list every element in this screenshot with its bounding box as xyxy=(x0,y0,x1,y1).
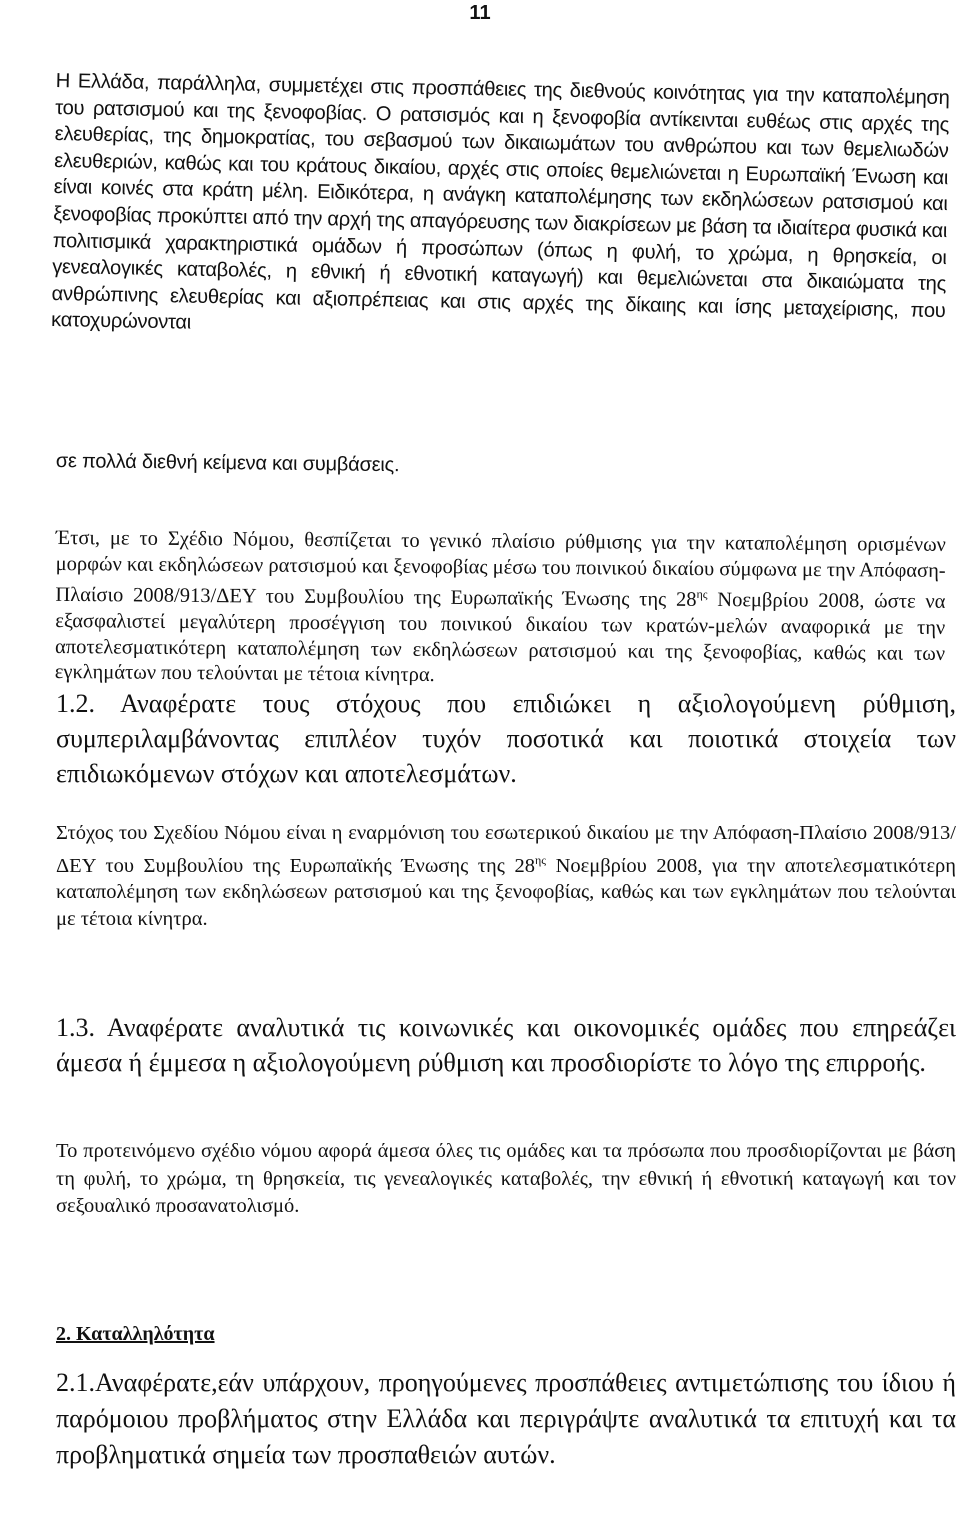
answer-1-2-text-end: Νοεμβρίου 2008, για την αποτελεσματικότερη καταπολέμηση των εκδηλώσεων ρατσισμού και της ξενοφοβίας, καθώς και των εγκλημάτων που τελούνται με τέτοια κίνητρα. xyxy=(56,854,957,930)
answer-1-3: Το προτεινόμενο σχέδιο νόμου αφορά άμεσα όλες τις ομάδες και τα πρόσωπα που προσδιορίζονται με βάση τη φυλή, το χρώμα, τη θρησκεία, τις γενεαλογικές καταβολές, την εθνική ή εθνοτική καταγωγή και τον σεξουαλικό προσανατολισμό. xyxy=(56,1140,956,1218)
ordinal-suffix: ης xyxy=(696,587,708,602)
page-number: 11 xyxy=(469,2,491,24)
question-1-2: 1.2. Αναφέρατε τους στόχους που επιδιώκει η αξιολογούμενη ρύθμιση, συμπεριλαμβάνοντας επιπλέον τυχόν ποσοτικά και ποιοτικά στοιχεία των επιδιωκόμενων στόχων και αποτελεσμάτων. xyxy=(56,689,956,788)
answer-1-2 xyxy=(56,820,956,932)
paragraph-draft-law xyxy=(55,526,946,693)
paragraph-context-end: σε πολλά διεθνή κείμενα και συμβάσεις. xyxy=(55,449,400,477)
paragraph-draft-law-text-end: Νοεμβρίου 2008, ώστε να εξασφαλιστεί μεγαλύτερη προσέγγιση του ποινικού δικαίου των κρατών-μελών αναφορικά με την αποτελεσματικότερη καταπολέμηση των εκδηλώσεων ρατσισμού και της ξενοφοβίας, καθώς και των εγκλημάτων που τελούνται με τέτοια κίνητρα. xyxy=(54,589,946,687)
paragraph-context: Η Ελλάδα, παράλληλα, συμμετέχει στις προσπάθειες της διεθνούς κοινότητας για την καταπολέμηση του ρατσισμού και της ξενοφοβίας. Ο ρατσισμός και η ξενοφοβία αντίκεινται ευθέως στις αρχές της ελευθερίας, της δημοκρατίας, του σεβασμού των δικαιωμάτων του ανθρώπου και των θεμελιωδών ελευθεριών, καθώς και του κράτους δικαίου, αρχές στις οποίες θεμελιώνεται η Ευρωπαϊκή Ένωση και είναι κοινές στα κράτη μέλη. Ειδικότερα, η ανάγκη καταπολέμησης των εκδηλώσεων ρατσισμού και ξενοφοβίας προκύπτει από την αρχή της απαγόρευσης των διακρίσεων με βάση τα ιδιαίτερα φυσικά και πολιτισμικά χαρακτηριστικά ομάδων ή προσώπων (όπως η φυλή, το χρώμα, η θρησκεία, οι γενεαλογικές καταβολές, η εθνική ή εθνοτική καταγωγή) και θεμελιώνεται στα δικαιώματα της ανθρώπινης ελευθερίας και αξιοπρέπειας και στις αρχές της δίκαιης και ίσης μεταχείρισης, που κατοχυρώνονται xyxy=(50,69,950,334)
question-2-1: 2.1.Αναφέρατε,εάν υπάρχουν, προηγούμενες προσπάθειες αντιμετώπισης του ίδιου ή παρόμοιου προβλήματος στην Ελλάδα και περιγράψτε αναλυτικά τα επιτυχή και τα προβληματικά σημεία των προσπαθειών αυτών. xyxy=(56,1368,956,1469)
paragraph-draft-law-text: Έτσι, με το Σχέδιο Νόμου, θεσπίζεται το γενικό πλαίσιο ρύθμισης για την καταπολέμηση ορισμένων μορφών και εκδηλώσεων ρατσισμού και ξενοφοβίας μέσω του ποινικού δικαίου σύμφωνα με την Απόφαση-Πλαίσιο 2008/913/ΔΕΥ του Συμβουλίου της Ευρωπαϊκής Ένωσης της 28 xyxy=(55,526,946,612)
answer-1-2-text: Στόχος του Σχεδίου Νόμου είναι η εναρμόνιση του εσωτερικού δικαίου με την Απόφαση-Πλαίσιο 2008/913/ΔΕΥ του Συμβουλίου της Ευρωπαϊκής Ένωσης της 28 xyxy=(56,822,956,877)
ordinal-suffix: ης xyxy=(534,852,546,867)
section-2-heading: 2. Καταλληλότητα xyxy=(56,1323,215,1345)
question-1-3: 1.3. Αναφέρατε αναλυτικά τις κοινωνικές και οικονομικές ομάδες που επηρεάζει άμεσα ή έμμεσα η αξιολογούμενη ρύθμιση και προσδιορίστε το λόγο της επιρροής. xyxy=(56,1013,956,1077)
